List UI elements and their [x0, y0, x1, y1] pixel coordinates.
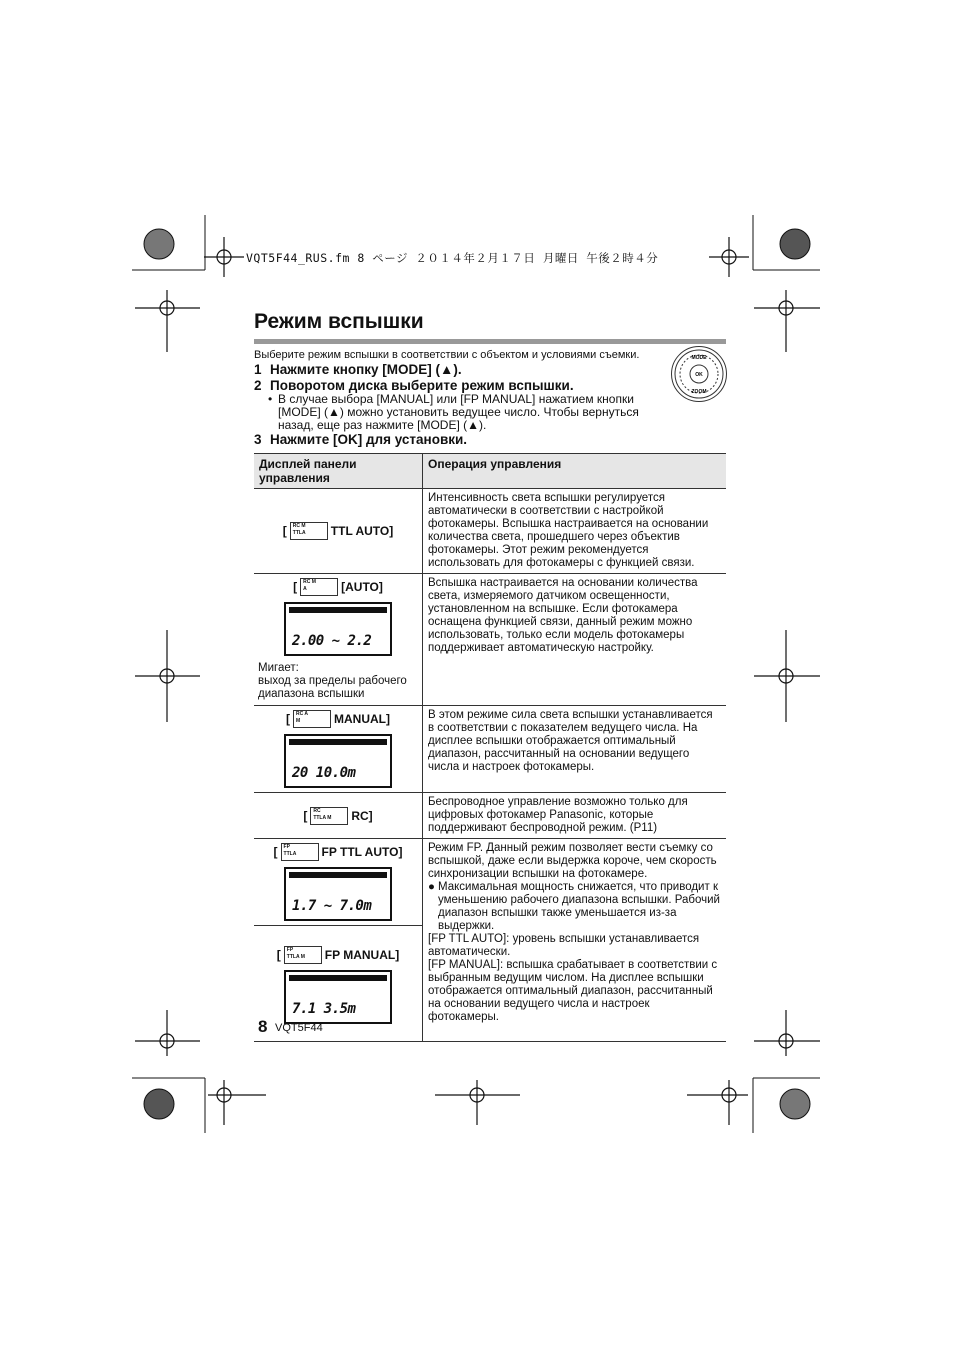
fp-manual-icon: FP TTLA M — [284, 946, 322, 964]
page-number: 8 — [258, 1017, 268, 1036]
mode-label-auto: [ RC M A [AUTO] — [293, 579, 383, 594]
rc-icon: RC TTLA M — [310, 807, 348, 825]
lcd-display-fp-manual: 7.1 3.5m — [284, 970, 392, 1024]
lcd-display-auto: 2.00 ~ 2.2 — [284, 602, 392, 656]
blink-note: Мигает: выход за пределы рабочего диапазона вспышки — [258, 662, 407, 700]
auto-icon: RC M A — [300, 578, 338, 596]
fp-desc: Режим FP. Данный режим позволяет вести съемку со вспышкой, даже если выдержка короче, чем скорость синхронизации вспышки на фотокамере. ● Максимальная мощность снижается, что приводит к уменьшению рабочего диапазона вспышки. Рабочий диапазон вспышки также уменьшается из-за выдержки. [FP TTL AUTO]: уровень вспышки устанавливается автоматически. [FP MANUAL]: вспышка срабатывает в соответствии с выбранным ведущим числом. На дисплее вспышки отображается оптимальный диапазон, рассчитанный на основании ведущего числа и настроек фотокамеры. — [423, 839, 727, 1042]
table-row — [254, 839, 726, 926]
rc-desc: Беспроводное управление возможно только для цифровых фотокамер Panasonic, которые поддерживают беспроводной режим. (P11) — [423, 793, 727, 839]
lcd-display-manual: 20 10.0m — [284, 734, 392, 788]
table-row — [254, 706, 726, 793]
mode-label-fp-manual: [ FP TTLA M FP MANUAL] — [276, 947, 400, 962]
dial-ok-label: OK — [695, 372, 703, 378]
title-rule — [254, 339, 726, 344]
mode-label-rc: [ RC TTLA M RC] — [303, 807, 373, 823]
step-2-note: • В случае выбора [MANUAL] или [FP MANUAL] нажатием кнопки [MODE] (▲) можно установить ведущее число. Чтобы вернуться назад, еще раз нажмите [MODE] (▲). — [268, 392, 639, 432]
lcd-display-fp-ttl: 1.7 ~ 7.0m — [284, 867, 392, 921]
ttl-auto-icon: RC M TTLA — [290, 522, 328, 540]
ttl-auto-desc: Интенсивность света вспышки регулируется автоматически в соответствии с настройкой фотокамеры. Вспышка настраивается на основании количества света, прошедшего через объектив фотокамеры. Этот режим рекомендуется использовать для фотокамеры с функцией связи. — [423, 489, 727, 574]
table-header-left: Дисплей панели управления — [254, 454, 423, 489]
table-row — [254, 574, 726, 706]
flash-mode-table — [254, 453, 726, 1042]
file-header: VQT5F44_RUS.fm 8 ページ ２０１４年２月１７日 月曜日 午後２時４分 — [246, 251, 659, 265]
table-row — [254, 793, 726, 839]
step-1: 1 Нажмите кнопку [MODE] (▲). — [254, 362, 462, 377]
mode-label-manual: [ RC A M MANUAL] — [286, 711, 390, 726]
mode-dial-icon — [671, 346, 727, 402]
dial-mode-label: MODE — [691, 355, 707, 361]
intro-text: Выберите режим вспышки в соответствии с объектом и условиями съемки. — [254, 349, 640, 361]
auto-desc: Вспышка настраивается на основании количества света, измеряемого датчиком освещенности, установленном на вспышке. Если фотокамера оснащена функцией связи, данный режим можно использовать, только если модель фотокамеры поддерживает автоматическую настройку. — [423, 574, 727, 706]
step-3: 3 Нажмите [OK] для установки. — [254, 432, 468, 447]
page-title: Режим вспышки — [254, 310, 424, 333]
fp-ttl-icon: FP TTLA — [281, 843, 319, 861]
mode-label-fp-ttl-auto: [ FP TTLA FP TTL AUTO] — [273, 844, 403, 859]
table-header-right: Операция управления — [423, 454, 727, 489]
doc-code: VQT5F44 — [275, 1022, 323, 1034]
mode-label-ttl-auto: [ RC M TTLA TTL AUTO] — [282, 523, 394, 538]
table-row — [254, 489, 726, 574]
manual-desc: В этом режиме сила света вспышки устанавливается в соответствии с показателем ведущего числа. На дисплее вспышки отображается оптимальный диапазон, рассчитанный на основании ведущего числа и настроек фотокамеры. — [423, 706, 727, 793]
step-2: 2 Поворотом диска выберите режим вспышки. — [254, 378, 574, 393]
dial-zoom-label: ZOOM — [691, 389, 707, 395]
manual-icon: RC A M — [293, 710, 331, 728]
